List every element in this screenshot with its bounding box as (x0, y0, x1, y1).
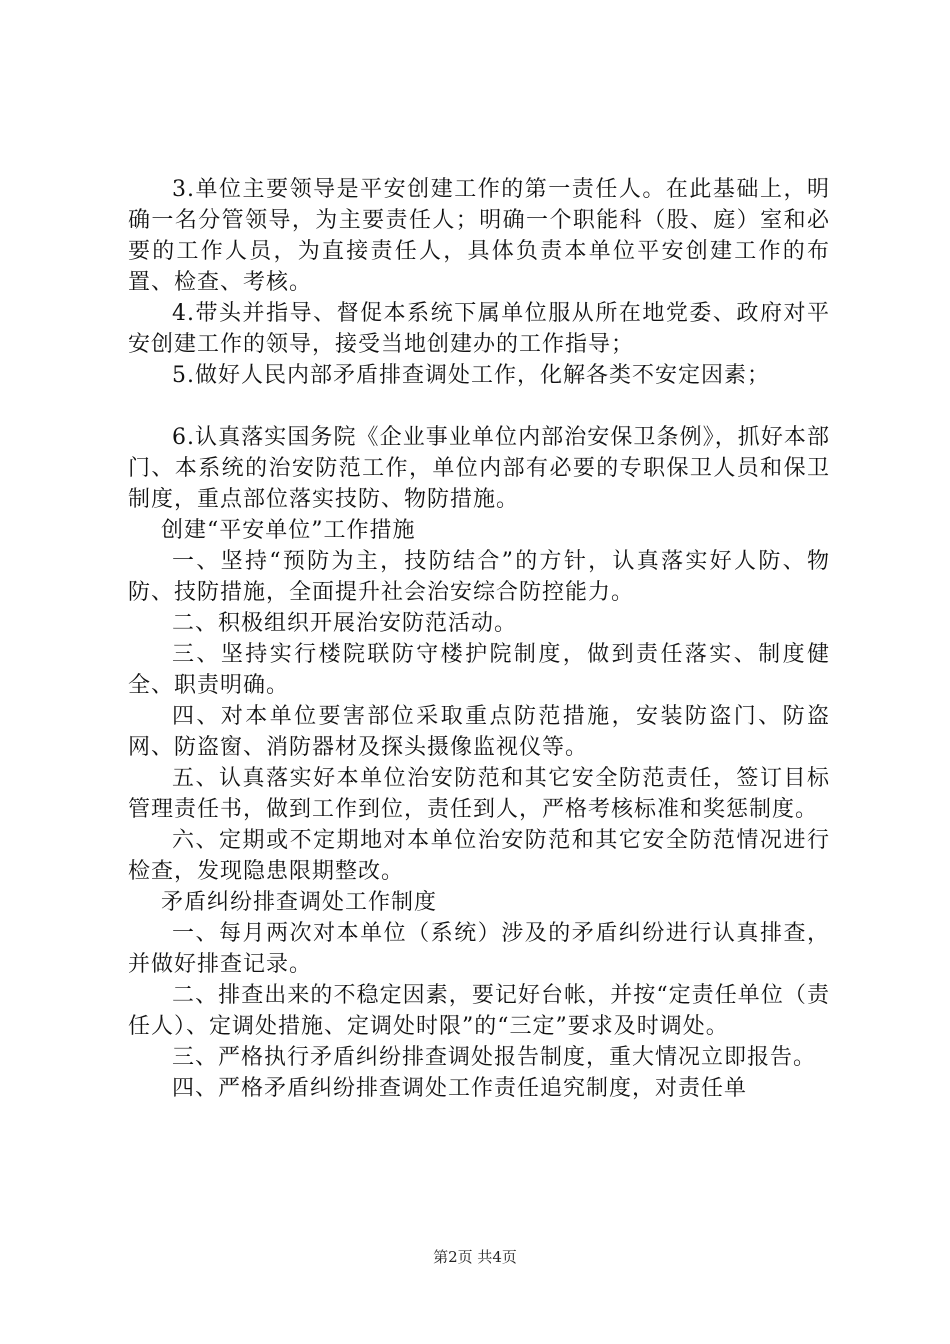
paragraph-item-3: 3.单位主要领导是平安创建工作的第一责任人。在此基础上，明确一名分管领导，为主要责任人；明确一个职能科（股、庭）室和必要的工作人员，为直接责任人，具体负责本单位平安创建工作的布置、检查、考核。 (128, 177, 830, 295)
paragraph-item-6: 6.认真落实国务院《企业事业单位内部治安保卫条例》，抓好本部门、本系统的治安防范工作，单位内部有必要的专职保卫人员和保卫制度，重点部位落实技防、物防措施。 (128, 425, 830, 512)
page-number-footer: 第2页 共4页 (433, 1248, 517, 1266)
dispute-item-4: 四、严格矛盾纠纷排查调处工作责任追究制度，对责任单 (172, 1076, 748, 1101)
section-heading-dispute: 矛盾纠纷排查调处工作制度 (161, 890, 438, 915)
measure-item-6: 六、定期或不定期地对本单位治安防范和其它安全防范情况进行检查，发现隐患限期整改。 (128, 828, 830, 884)
dispute-item-1: 一、每月两次对本单位（系统）涉及的矛盾纠纷进行认真排查，并做好排查记录。 (128, 921, 830, 977)
section-heading-safe-unit: 创建“平安单位”工作措施 (161, 518, 416, 543)
document-body (128, 174, 830, 1104)
dispute-item-3: 三、严格执行矛盾纠纷排查调处报告制度，重大情况立即报告。 (172, 1045, 817, 1070)
measure-item-1: 一、坚持“预防为主，技防结合”的方针，认真落实好人防、物防、技防措施，全面提升社会治安综合防控能力。 (128, 549, 830, 605)
dispute-item-2: 二、排查出来的不稳定因素，要记好台帐，并按“定责任单位（责任人）、定调处措施、定调处时限”的“三定”要求及时调处。 (128, 983, 830, 1039)
measure-item-3: 三、坚持实行楼院联防守楼护院制度，做到责任落实、制度健全、职责明确。 (128, 642, 830, 698)
measure-item-5: 五、认真落实好本单位治安防范和其它安全防范责任，签订目标管理责任书，做到工作到位，责任到人，严格考核标准和奖惩制度。 (128, 766, 830, 822)
measure-item-2: 二、积极组织开展治安防范活动。 (172, 611, 518, 636)
paragraph-item-4: 4.带头并指导、督促本系统下属单位服从所在地党委、政府对平安创建工作的领导，接受当地创建办的工作指导； (128, 301, 830, 357)
paragraph-item-5: 5.做好人民内部矛盾排查调处工作，化解各类不安定因素； (172, 363, 770, 388)
measure-item-4: 四、对本单位要害部位采取重点防范措施，安装防盗门、防盗网、防盗窗、消防器材及探头摄像监视仪等。 (128, 704, 830, 760)
